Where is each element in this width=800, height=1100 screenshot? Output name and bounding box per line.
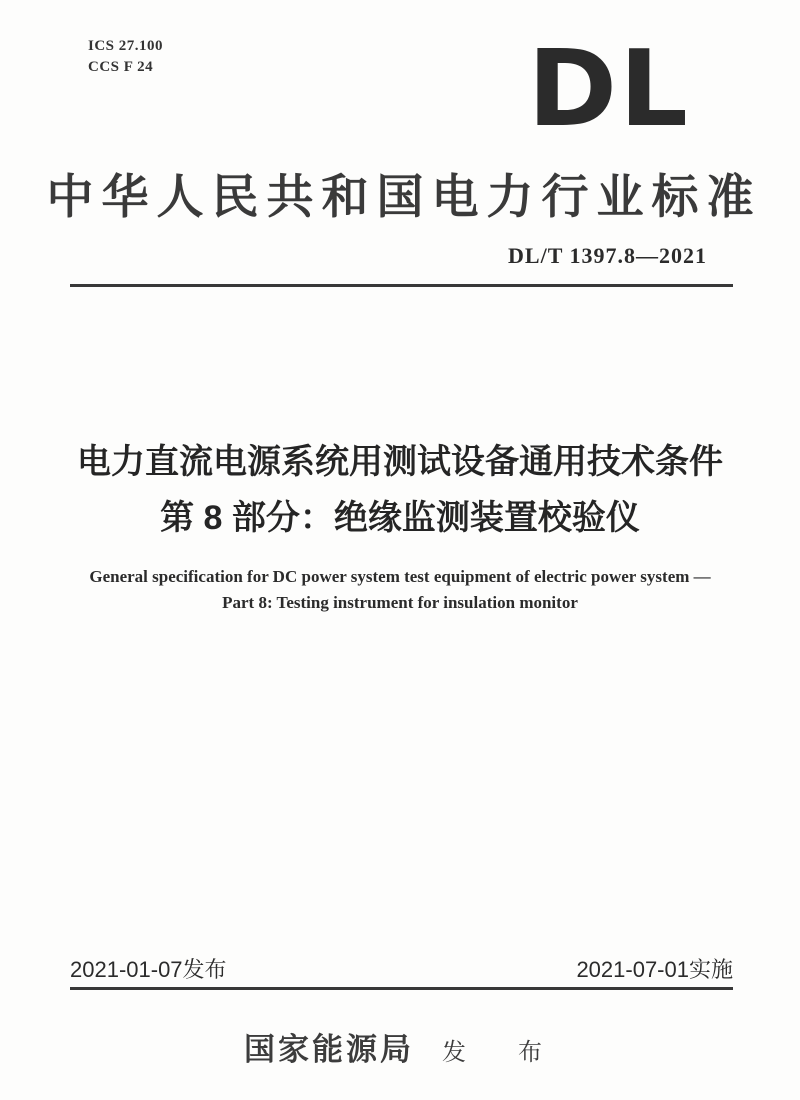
footer [0, 1024, 800, 1069]
national-standard-heading: 中华人民共和国电力行业标准 [46, 172, 762, 224]
implement-date-group [576, 953, 733, 984]
implement-date: 2021-07-01 [576, 957, 689, 982]
issue-date: 2021-01-07 [70, 957, 183, 982]
standard-number: DL/T 1397.8—2021 [508, 243, 707, 268]
main-title [0, 434, 800, 546]
implement-label: 实施 [688, 957, 733, 982]
english-title [0, 564, 800, 616]
english-title-line2: Part 8: Testing instrument for insulation monitor [222, 593, 578, 612]
ics-code: ICS 27.100 [88, 38, 164, 54]
dates-row [70, 953, 733, 984]
classification-codes [88, 36, 163, 78]
main-title-line2: 第 8 部分：绝缘监测装置校验仪 [160, 499, 640, 537]
dl-logo: DL [527, 28, 690, 151]
top-divider [70, 284, 733, 287]
issue-action-label: 发 布 [442, 1039, 556, 1066]
ccs-code: CCS F 24 [88, 59, 154, 75]
main-title-line1: 电力直流电源系统用测试设备通用技术条件 [77, 443, 723, 481]
issue-date-group [70, 953, 227, 984]
bottom-divider [70, 987, 733, 990]
issue-label: 发布 [182, 957, 227, 982]
issuing-authority: 国家能源局 [244, 1032, 414, 1067]
english-title-line1: General specification for DC power system test equipment of electric power system — [89, 567, 711, 586]
